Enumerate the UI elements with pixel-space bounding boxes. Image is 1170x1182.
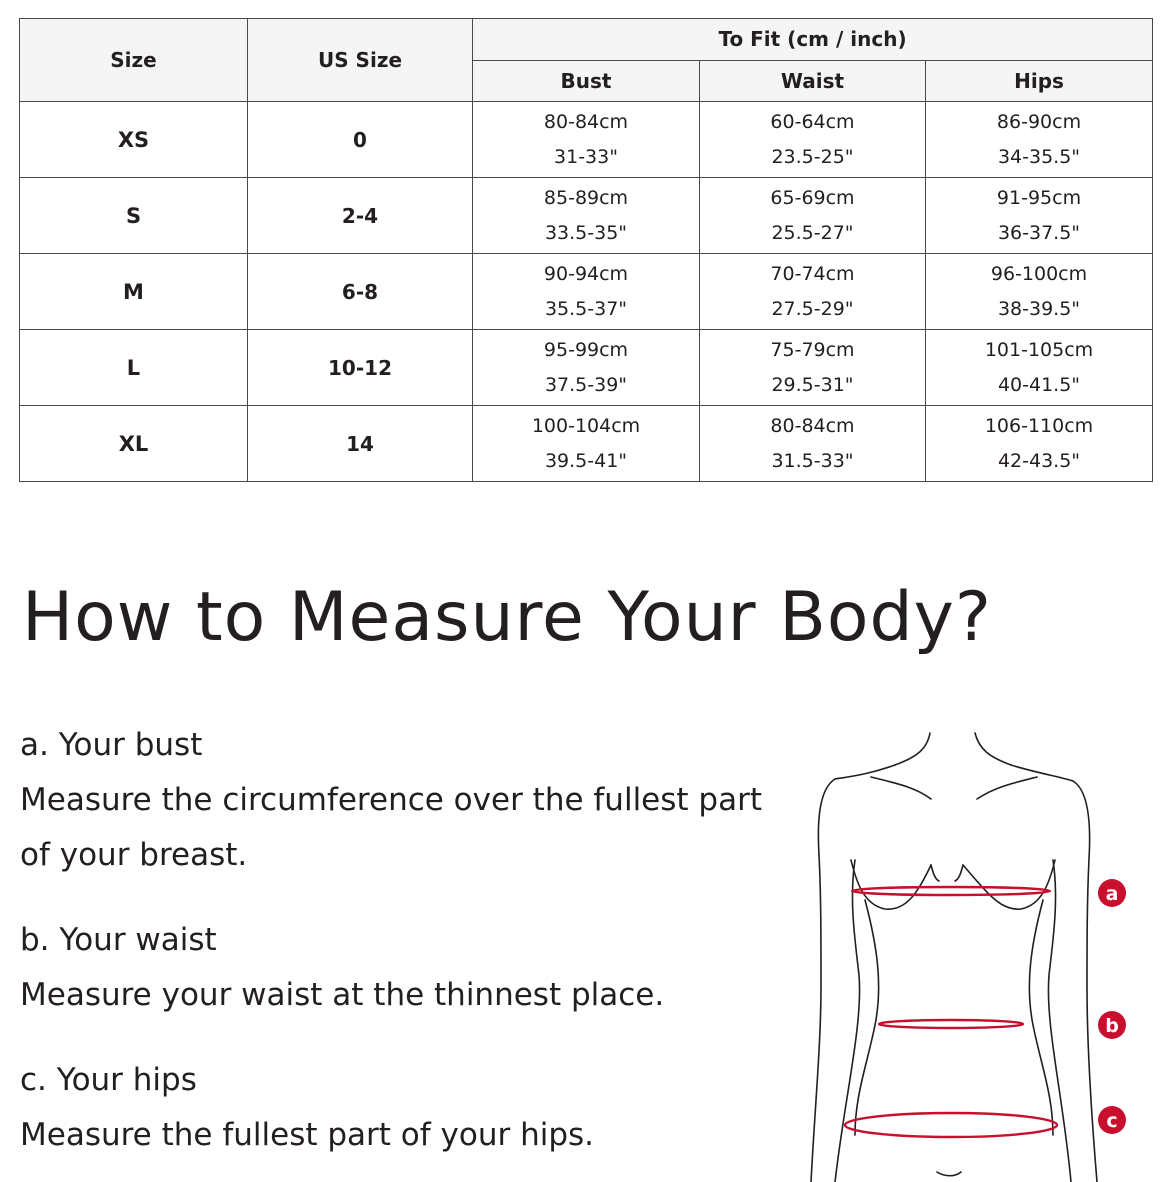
bust-inch: 35.5-37"	[544, 297, 628, 320]
hips-cell	[926, 254, 1153, 330]
table-row	[20, 330, 1153, 406]
measure-heading: How to Measure Your Body?	[22, 578, 992, 657]
waist-inch: 27.5-29"	[771, 297, 854, 320]
hips-inch: 38-39.5"	[997, 297, 1081, 320]
waist-inch: 25.5-27"	[771, 221, 854, 244]
bust-step-title: a. Your bust	[20, 727, 203, 763]
bust-cell	[473, 330, 700, 406]
hips-cm: 101-105cm	[984, 338, 1094, 361]
hips-cell	[926, 330, 1153, 406]
waist-cm: 65-69cm	[770, 186, 855, 209]
header-waist: Waist	[700, 60, 926, 102]
size-chart-table	[19, 18, 1153, 482]
size-cell: XL	[20, 406, 248, 482]
bust-cm: 100-104cm	[531, 414, 641, 437]
bust-cell	[473, 102, 700, 178]
hips-inch: 34-35.5"	[997, 145, 1081, 168]
bust-inch: 39.5-41"	[544, 449, 628, 472]
size-cell: L	[20, 330, 248, 406]
waist-marker-label: b	[1105, 1015, 1119, 1037]
waist-marker-icon	[1098, 1011, 1126, 1039]
bust-cell	[473, 406, 700, 482]
header-hips: Hips	[926, 60, 1153, 102]
bust-inch: 31-33"	[554, 145, 618, 168]
hips-step-text: Measure the fullest part of your hips.	[20, 1117, 595, 1153]
waist-cell	[700, 406, 926, 482]
hips-cell	[926, 178, 1153, 254]
bust-cm: 95-99cm	[543, 338, 629, 361]
bust-inch: 33.5-35"	[544, 221, 628, 244]
us-size-cell: 2-4	[248, 178, 473, 254]
hips-marker-icon	[1098, 1106, 1126, 1134]
table-row	[20, 102, 1153, 178]
waist-cell	[700, 102, 926, 178]
hips-cell	[926, 102, 1153, 178]
bust-cm: 80-84cm	[543, 110, 629, 133]
waist-cm: 60-64cm	[770, 110, 855, 133]
header-to-fit: To Fit (cm / inch)	[473, 19, 1153, 61]
bust-marker-label: a	[1105, 883, 1119, 905]
hips-inch: 36-37.5"	[997, 221, 1081, 244]
hips-cm: 106-110cm	[984, 414, 1094, 437]
bust-measure-line	[852, 887, 1050, 895]
waist-cm: 75-79cm	[770, 338, 855, 361]
us-size-cell: 14	[248, 406, 473, 482]
measure-instructions	[20, 718, 790, 1163]
waist-inch: 31.5-33"	[771, 449, 854, 472]
hips-cm: 96-100cm	[990, 262, 1088, 285]
hips-inch: 42-43.5"	[997, 449, 1081, 472]
bust-step-text-cont: of your breast.	[20, 837, 248, 873]
table-row	[20, 406, 1153, 482]
bust-step-text: Measure the circumference over the fullest part	[20, 782, 762, 818]
bust-cell	[473, 254, 700, 330]
hips-cm: 86-90cm	[996, 110, 1082, 133]
table-row	[20, 178, 1153, 254]
waist-cm: 80-84cm	[770, 414, 855, 437]
waist-inch: 29.5-31"	[771, 373, 854, 396]
hips-cm: 91-95cm	[996, 186, 1082, 209]
header-size: Size	[20, 19, 248, 102]
hips-inch: 40-41.5"	[997, 373, 1081, 396]
waist-step-text: Measure your waist at the thinnest place.	[20, 977, 665, 1013]
bust-cm: 85-89cm	[543, 186, 629, 209]
hips-cell	[926, 406, 1153, 482]
waist-measure-line	[879, 1020, 1023, 1028]
hips-marker-label: c	[1106, 1110, 1118, 1132]
us-size-cell: 0	[248, 102, 473, 178]
us-size-cell: 6-8	[248, 254, 473, 330]
size-cell: M	[20, 254, 248, 330]
bust-cm: 90-94cm	[543, 262, 629, 285]
waist-cell	[700, 254, 926, 330]
table-row	[20, 254, 1153, 330]
waist-cell	[700, 178, 926, 254]
body-outline-figure	[805, 725, 1145, 1182]
size-cell: S	[20, 178, 248, 254]
header-us-size: US Size	[248, 19, 473, 102]
waist-inch: 23.5-25"	[771, 145, 854, 168]
bust-marker-icon	[1098, 879, 1126, 907]
waist-cell	[700, 330, 926, 406]
hips-step-title: c. Your hips	[20, 1062, 197, 1098]
waist-step-title: b. Your waist	[20, 922, 217, 958]
bust-inch: 37.5-39"	[544, 373, 628, 396]
size-cell: XS	[20, 102, 248, 178]
header-bust: Bust	[473, 60, 700, 102]
hips-measure-line	[845, 1113, 1057, 1137]
us-size-cell: 10-12	[248, 330, 473, 406]
bust-cell	[473, 178, 700, 254]
waist-cm: 70-74cm	[770, 262, 855, 285]
body-outline	[811, 733, 1097, 1182]
